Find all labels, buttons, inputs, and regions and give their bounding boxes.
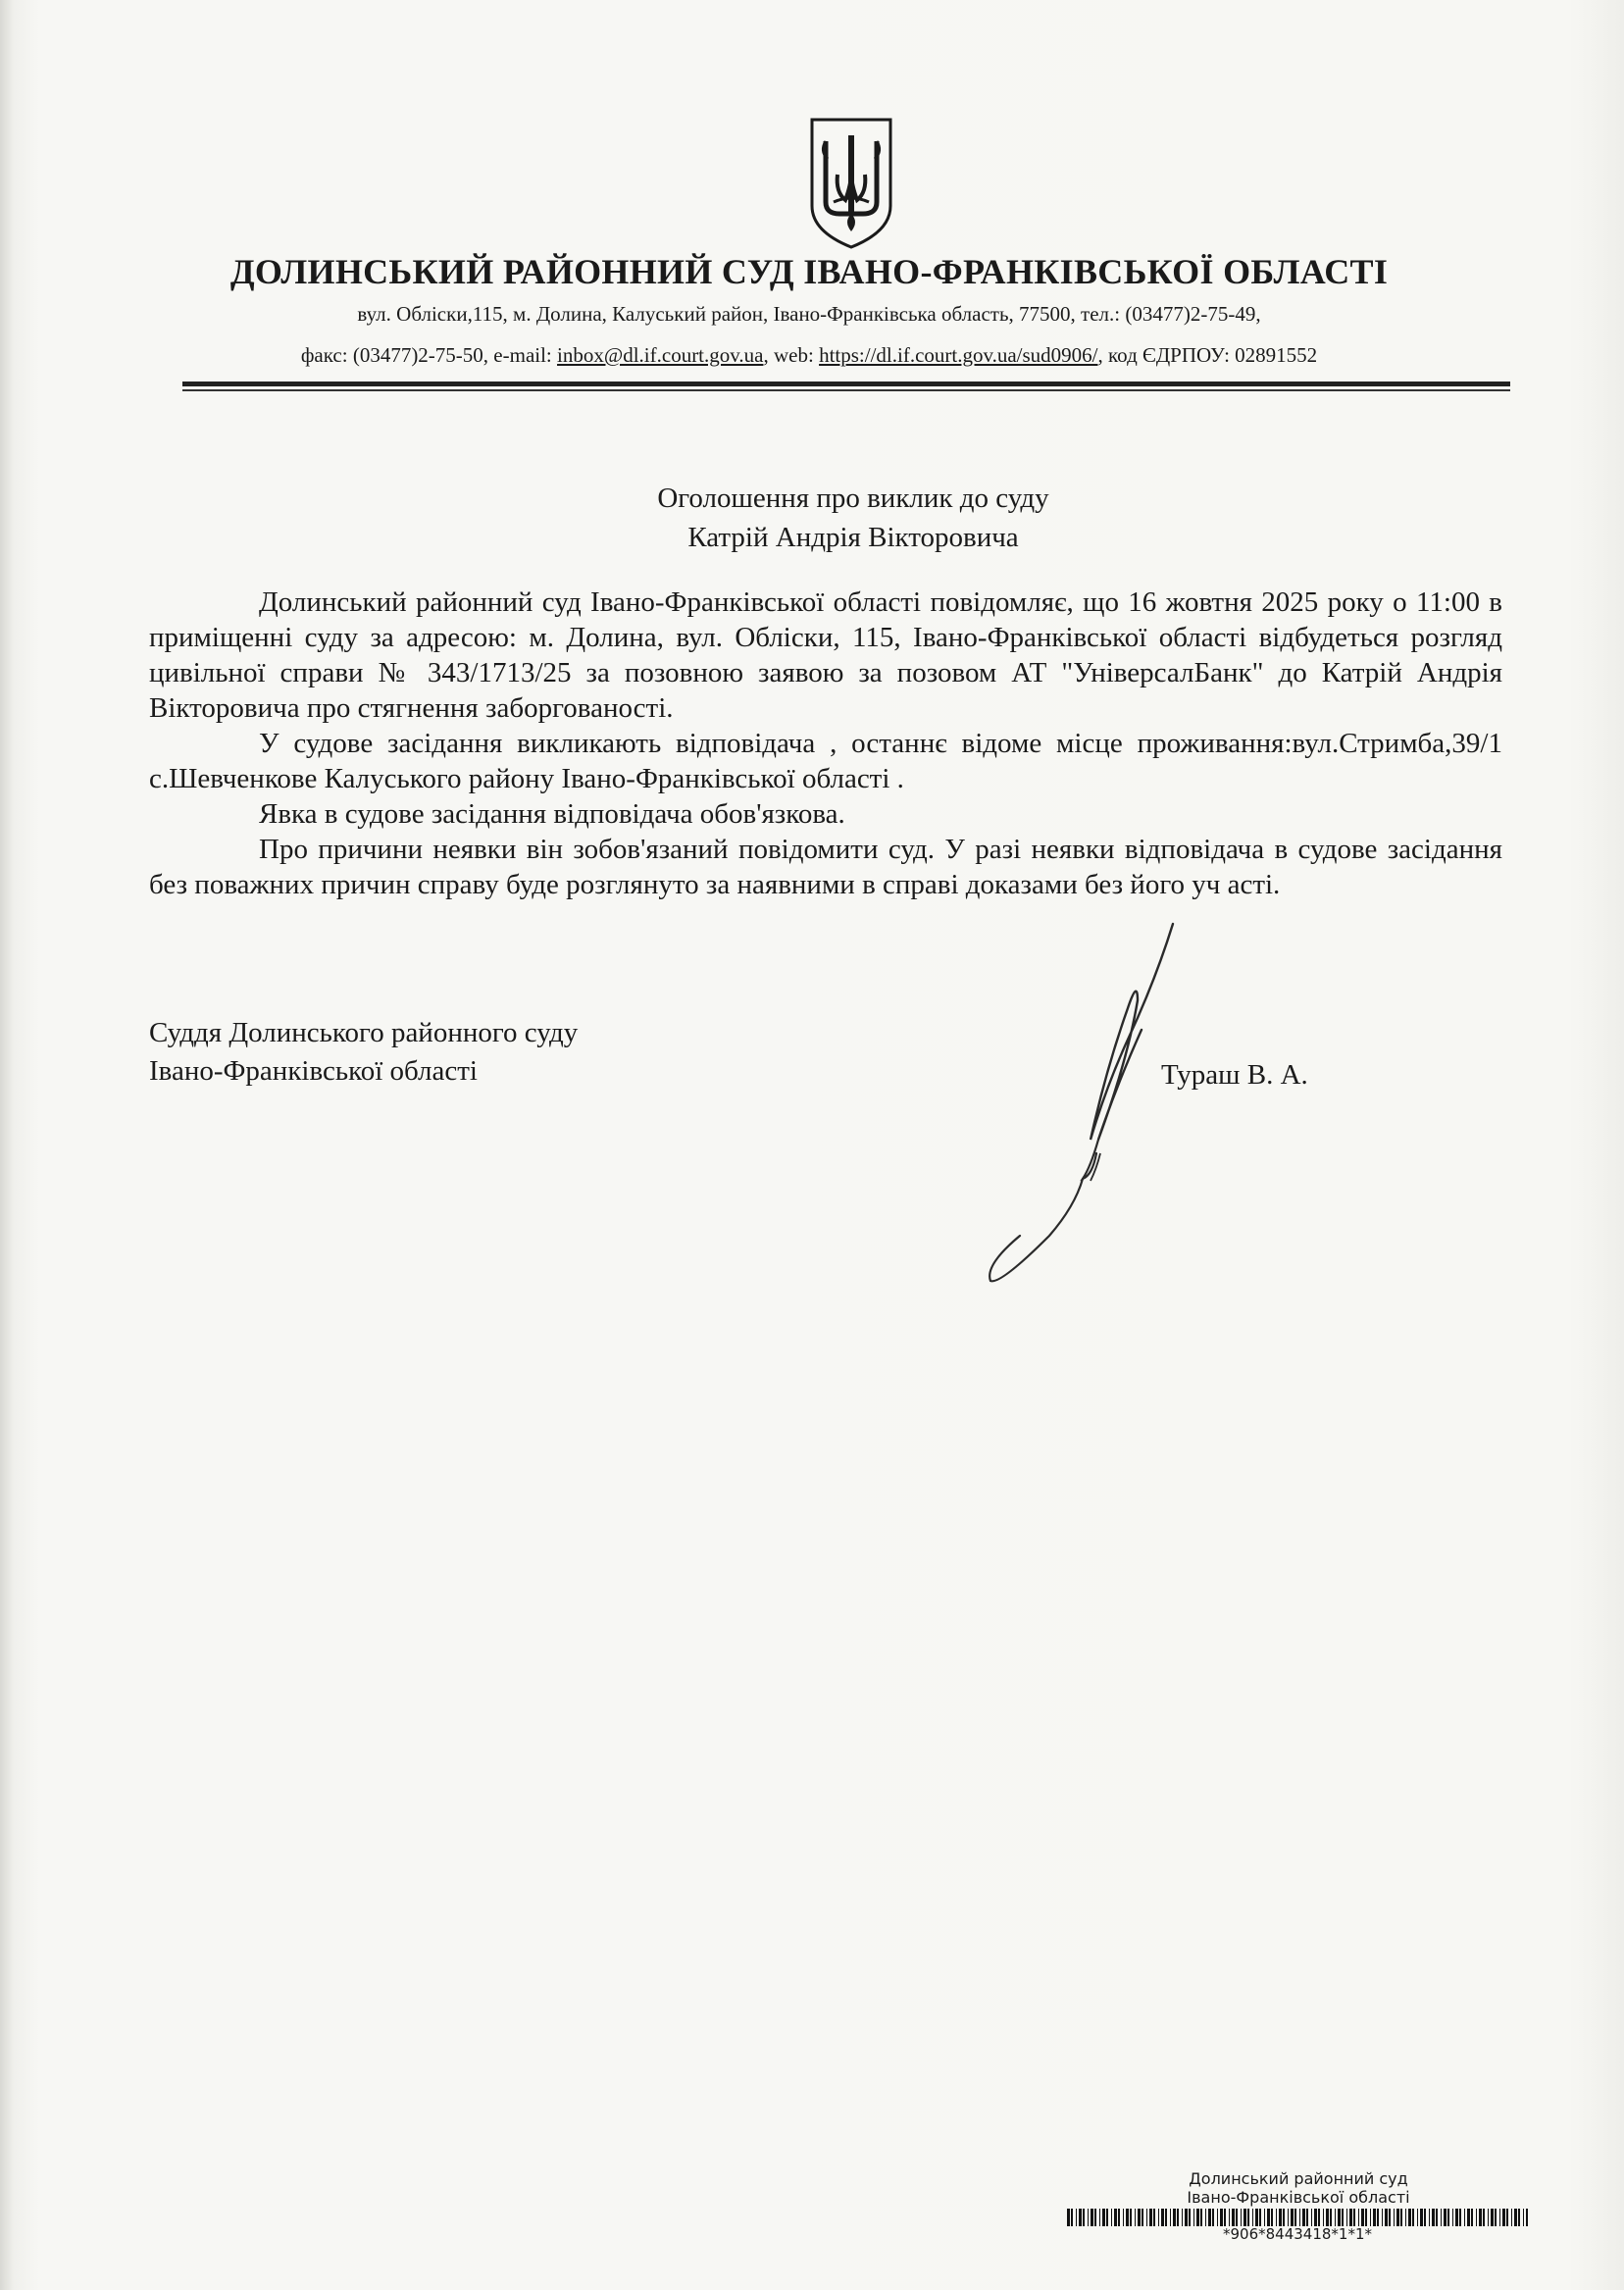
- paragraph-attendance: Явка в судове засідання відповідача обов'язкова.: [259, 798, 845, 830]
- barcode-bar: [1135, 2209, 1136, 2226]
- barcode-bar: [1146, 2209, 1147, 2226]
- barcode-bar: [1459, 2209, 1461, 2226]
- barcode-bar: [1377, 2209, 1379, 2226]
- barcode-bar: [1123, 2209, 1124, 2226]
- header-divider-thick: [182, 382, 1510, 386]
- barcode-bar: [1212, 2209, 1214, 2226]
- barcode-bar: [1243, 2209, 1246, 2226]
- barcode-bar: [1241, 2209, 1242, 2226]
- email-link[interactable]: inbox@dl.if.court.gov.ua: [557, 343, 764, 367]
- barcode-bar: [1114, 2209, 1117, 2226]
- barcode-bar: [1138, 2209, 1141, 2226]
- barcode-bar: [1526, 2209, 1528, 2226]
- barcode-bar: [1126, 2209, 1129, 2226]
- barcode-bar: [1149, 2209, 1152, 2226]
- barcode-bar: [1099, 2209, 1100, 2226]
- barcode-bar: [1118, 2209, 1120, 2226]
- barcode-bar: [1412, 2209, 1414, 2226]
- barcode-bar: [1323, 2209, 1324, 2226]
- barcode-bar: [1385, 2209, 1388, 2226]
- barcode-bar: [1365, 2209, 1367, 2226]
- barcode-bar: [1396, 2209, 1399, 2226]
- barcode-bar: [1224, 2209, 1226, 2226]
- barcode-bar: [1102, 2209, 1105, 2226]
- barcode-bar: [1389, 2209, 1391, 2226]
- barcode-bar: [1353, 2209, 1355, 2226]
- barcode-bar: [1255, 2209, 1258, 2226]
- barcode-bar: [1071, 2209, 1073, 2226]
- barcode-bar: [1483, 2209, 1485, 2226]
- barcode-bar: [1165, 2209, 1167, 2226]
- barcode-bar: [1314, 2209, 1317, 2226]
- barcode-bar: [1452, 2209, 1453, 2226]
- barcode-bar: [1455, 2209, 1458, 2226]
- barcode-number: *906*8443418*1*1*: [1222, 2225, 1373, 2243]
- barcode-bar: [1523, 2209, 1524, 2226]
- court-address-line: вул. Обліски,115, м. Долина, Калуський район, Івано-Франківська область, 77500, тел.: (03477)2-75-49,: [357, 302, 1261, 326]
- notice-body: [149, 585, 1502, 902]
- signer-position-line-2: Івано-Франківської області: [149, 1055, 478, 1087]
- barcode-bar: [1330, 2209, 1332, 2226]
- edrpou-code: , код ЄДРПОУ: 02891552: [1097, 343, 1318, 367]
- barcode-bar: [1441, 2209, 1442, 2226]
- barcode-bar: [1264, 2209, 1265, 2226]
- barcode-bar: [1153, 2209, 1155, 2226]
- website-link[interactable]: https://dl.if.court.gov.ua/sud0906/: [819, 343, 1098, 367]
- barcode-bar: [1318, 2209, 1320, 2226]
- paragraph-hearing: Долинський районний суд Івано-Франківської області повідомляє, що 16 жовтня 2025 року о 11:00 в приміщенні суду за адресою: м. Долина, вул. Обліски, 115, Івано-Франківської області відбудеться розгляд цивільної справи № 343/1713/25 за позовною заявою за позовом АТ "УніверсалБанк" до Катрій Андрія Вікторовича про стягнення заборгованості.: [149, 586, 1502, 724]
- header-divider-thin: [182, 389, 1510, 391]
- barcode-bar: [1111, 2209, 1112, 2226]
- barcode-bar: [1382, 2209, 1383, 2226]
- barcode-bar: [1476, 2209, 1477, 2226]
- barcode-bar: [1130, 2209, 1132, 2226]
- barcode-bar: [1247, 2209, 1249, 2226]
- signer-position-line-1: Суддя Долинського районного суду: [149, 1017, 579, 1048]
- barcode-bar: [1173, 2209, 1176, 2226]
- barcode-bar: [1170, 2209, 1171, 2226]
- court-contacts-line: [108, 343, 1510, 368]
- barcode-bar: [1506, 2209, 1508, 2226]
- barcode-bar: [1464, 2209, 1465, 2226]
- barcode-bar: [1499, 2209, 1500, 2226]
- barcode-bar: [1094, 2209, 1096, 2226]
- barcode-bar: [1236, 2209, 1238, 2226]
- barcode-bar: [1424, 2209, 1426, 2226]
- stamp-line-1: Долинський районний суд: [1189, 2169, 1408, 2188]
- barcode-bar: [1514, 2209, 1517, 2226]
- barcode-bar: [1335, 2209, 1336, 2226]
- barcode-bar: [1518, 2209, 1520, 2226]
- barcode-bar: [1394, 2209, 1395, 2226]
- barcode-bar: [1076, 2209, 1077, 2226]
- paragraph-absence: Про причини неявки він зобов'язаний повідомити суд. У разі неявки відповідача в судове засідання без поважних причин справу буде розглянуто за наявними в справі доказами без його уч асті.: [149, 834, 1502, 900]
- notice-title-line-2: Катрій Андрія Вікторовича: [687, 522, 1019, 553]
- signer-name: Тураш В. А.: [1161, 1059, 1308, 1091]
- barcode-bar: [1467, 2209, 1470, 2226]
- barcode-bar: [1189, 2209, 1191, 2226]
- barcode-bar: [1267, 2209, 1270, 2226]
- barcode-bar: [1217, 2209, 1218, 2226]
- barcode-bar: [1279, 2209, 1282, 2226]
- barcode-bar: [1229, 2209, 1230, 2226]
- barcode-bar: [1326, 2209, 1329, 2226]
- barcode-bar: [1142, 2209, 1143, 2226]
- barcode-bar: [1291, 2209, 1294, 2226]
- barcode-bar: [1338, 2209, 1341, 2226]
- barcode-bar: [1185, 2209, 1188, 2226]
- barcode-bar: [1342, 2209, 1344, 2226]
- barcode-bar: [1346, 2209, 1347, 2226]
- barcode-bar: [1252, 2209, 1253, 2226]
- stamp-line-2: Івано-Франківської області: [1187, 2188, 1410, 2207]
- barcode-bar: [1302, 2209, 1305, 2226]
- barcode-bar: [1429, 2209, 1430, 2226]
- barcode-bar: [1283, 2209, 1285, 2226]
- paragraph-summons: У судове засідання викликають відповідача , останнє відоме місце проживання:вул.Стримба,39/1 с.Шевченкове Калуського району Івано-Франківської області .: [149, 728, 1502, 794]
- barcode-bar: [1083, 2209, 1085, 2226]
- barcode-bar: [1479, 2209, 1482, 2226]
- barcode-bar: [1299, 2209, 1300, 2226]
- barcode-bar: [1471, 2209, 1473, 2226]
- barcode-bar: [1436, 2209, 1438, 2226]
- barcode-bar: [1373, 2209, 1376, 2226]
- handwritten-signature: [981, 922, 1216, 1295]
- registry-stamp: [1067, 2169, 1528, 2244]
- barcode-bar: [1288, 2209, 1289, 2226]
- barcode-bar: [1106, 2209, 1108, 2226]
- barcode-bar: [1349, 2209, 1352, 2226]
- barcode-bar: [1193, 2209, 1194, 2226]
- barcode-bar: [1259, 2209, 1261, 2226]
- barcode-bar: [1294, 2209, 1296, 2226]
- barcode-bar: [1067, 2209, 1070, 2226]
- barcode-bar: [1220, 2209, 1223, 2226]
- barcode-bar: [1405, 2209, 1406, 2226]
- barcode-bar: [1232, 2209, 1235, 2226]
- barcode-bar: [1079, 2209, 1082, 2226]
- barcode-bar: [1417, 2209, 1418, 2226]
- barcode-bar: [1205, 2209, 1206, 2226]
- scan-edge: [0, 0, 14, 2290]
- barcode-bar: [1370, 2209, 1371, 2226]
- barcode-bar: [1088, 2209, 1089, 2226]
- barcode-bar: [1200, 2209, 1202, 2226]
- barcode-bar: [1091, 2209, 1093, 2226]
- signer-position: [149, 1014, 578, 1091]
- barcode-bar: [1444, 2209, 1446, 2226]
- barcode-bar: [1196, 2209, 1199, 2226]
- notice-title: [373, 479, 1334, 557]
- barcode-bar: [1502, 2209, 1505, 2226]
- barcode-bar: [1177, 2209, 1179, 2226]
- barcode-bar: [1420, 2209, 1423, 2226]
- barcode-bar: [1447, 2209, 1449, 2226]
- court-title: ДОЛИНСЬКИЙ РАЙОННИЙ СУД ІВАНО-ФРАНКІВСЬКОЇ ОБЛАСТІ: [229, 252, 1389, 291]
- barcode-bar: [1400, 2209, 1402, 2226]
- barcode-bar: [1432, 2209, 1435, 2226]
- barcode-bar: [1491, 2209, 1494, 2226]
- barcode: [1067, 2209, 1528, 2226]
- barcode-bar: [1408, 2209, 1411, 2226]
- fax-label: факс: (03477)2-75-50, e-mail:: [300, 343, 558, 367]
- barcode-bar: [1488, 2209, 1489, 2226]
- barcode-bar: [1276, 2209, 1277, 2226]
- barcode-bar: [1495, 2209, 1497, 2226]
- barcode-bar: [1361, 2209, 1364, 2226]
- trident-emblem-icon: [806, 116, 896, 251]
- barcode-bar: [1271, 2209, 1273, 2226]
- barcode-bar: [1358, 2209, 1359, 2226]
- barcode-bar: [1306, 2209, 1308, 2226]
- web-label: , web:: [763, 343, 820, 367]
- barcode-bar: [1511, 2209, 1512, 2226]
- barcode-bar: [1208, 2209, 1211, 2226]
- barcode-bar: [1158, 2209, 1159, 2226]
- barcode-bar: [1182, 2209, 1183, 2226]
- barcode-bar: [1311, 2209, 1312, 2226]
- notice-title-line-1: Оголошення про виклик до суду: [657, 483, 1049, 514]
- barcode-bar: [1161, 2209, 1164, 2226]
